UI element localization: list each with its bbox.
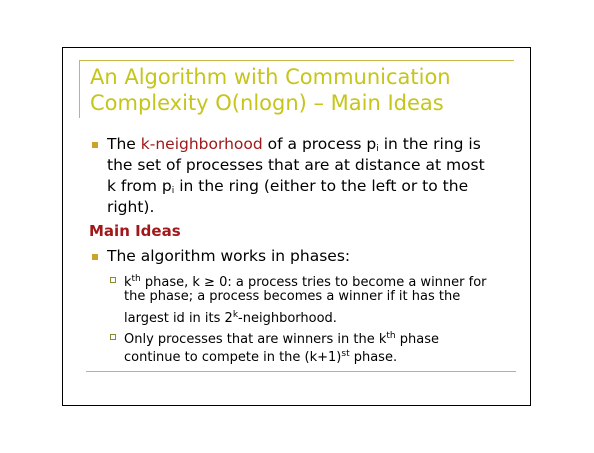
- sub2-line1: Only processes that are winners in the $k^{th}$ phase: [124, 331, 440, 347]
- title-left-rule: [79, 60, 80, 118]
- title-line-2: Complexity O(nlogn) – Main Ideas: [90, 91, 444, 115]
- title-top-rule: [79, 60, 514, 61]
- sub2-line2: continue to compete in the $(k+1)^{st}$ phase.: [124, 349, 398, 365]
- bullet2-text: The algorithm works in phases:: [107, 247, 351, 265]
- title-line-1: An Algorithm with Communication: [90, 65, 451, 89]
- bullet1-line3: k from $p_i$ in the ring (either to the left or to the: [107, 177, 469, 196]
- bullet-icon: [92, 142, 98, 148]
- sub1-line2: the phase; a process becomes a winner if it has the: [124, 289, 461, 304]
- bottom-rule: [86, 371, 516, 372]
- sub-bullet-icon: [110, 277, 116, 283]
- sub1-line1: $k^{th}$ phase, k ≥ 0: a process tries to become a winner for: [124, 274, 487, 290]
- bullet1-line2: the set of processes that are at distance at most: [107, 156, 485, 174]
- section-heading: Main Ideas: [89, 222, 181, 240]
- sub-bullet-icon: [110, 334, 116, 340]
- bullet1-line4: right).: [107, 198, 155, 216]
- bullet1-line1: The k-neighborhood of a process $p_i$ in the ring is: [107, 135, 481, 154]
- slide-title: [90, 64, 510, 116]
- bullet-icon: [92, 254, 98, 260]
- sub1-line3: largest id in its 2$^k$-neighborhood.: [124, 310, 337, 326]
